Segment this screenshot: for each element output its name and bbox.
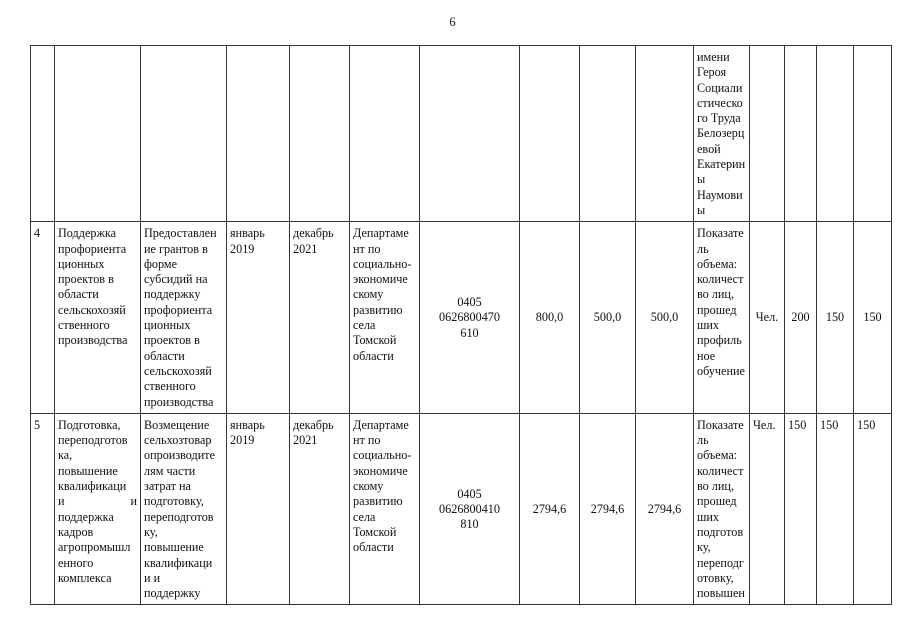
cell-indicator: имени Героя Социали стическо го Труда Белозерц евой Екатерин ы Наумови ы (694, 46, 750, 222)
cell-num: 4 (31, 222, 55, 414)
cell-executor (350, 46, 420, 222)
cell-amount-2: 500,0 (580, 222, 636, 414)
cell-end: декабрь 2021 (290, 222, 350, 414)
cell-amount-1: 2794,6 (520, 413, 580, 605)
cell-indicator: Показате ль объема: количест во лиц, прошед ших профиль ное обучение (694, 222, 750, 414)
cell-value-1 (785, 46, 817, 222)
cell-value-1: 200 (785, 222, 817, 414)
cell-value-3: 150 (854, 222, 892, 414)
cell-name: Подготовка, переподготов ка, повышение квалификаци и и поддержка кадров агропромышл енного комплекса (55, 413, 141, 605)
cell-start: январь 2019 (227, 413, 290, 605)
program-measures-table (30, 45, 892, 605)
cell-value-3: 150 (854, 413, 892, 605)
cell-method (141, 46, 227, 222)
cell-budget-code: 0405 0626800470 610 (420, 222, 520, 414)
cell-amount-2: 2794,6 (580, 413, 636, 605)
cell-num (31, 46, 55, 222)
table-row-4 (31, 222, 892, 414)
cell-unit: Чел. (750, 222, 785, 414)
cell-budget-code: 0405 0626800410 810 (420, 413, 520, 605)
cell-method: Предоставлен ие грантов в форме субсидий на поддержку профориента ционных проектов в области сельскохозяй ственного производства (141, 222, 227, 414)
cell-unit (750, 46, 785, 222)
cell-indicator: Показате ль объема: количест во лиц, прошед ших подготов ку, переподг отовку, повышен (694, 413, 750, 605)
cell-value-3 (854, 46, 892, 222)
cell-amount-2 (580, 46, 636, 222)
cell-num: 5 (31, 413, 55, 605)
table-row-5 (31, 413, 892, 605)
cell-executor: Департаме нт по социально- экономиче скому развитию села Томской области (350, 222, 420, 414)
cell-value-2: 150 (817, 413, 854, 605)
cell-value-2 (817, 46, 854, 222)
cell-name (55, 46, 141, 222)
page-number: 6 (449, 15, 456, 29)
cell-start (227, 46, 290, 222)
cell-method: Возмещение сельхозтовар опроизводите лям части затрат на подготовку, переподготов ку, повышение квалификаци и и поддержку (141, 413, 227, 605)
cell-executor: Департаме нт по социально- экономиче скому развитию села Томской области (350, 413, 420, 605)
cell-amount-1 (520, 46, 580, 222)
cell-amount-1: 800,0 (520, 222, 580, 414)
cell-amount-3 (636, 46, 694, 222)
cell-amount-3: 500,0 (636, 222, 694, 414)
cell-start: январь 2019 (227, 222, 290, 414)
cell-end: декабрь 2021 (290, 413, 350, 605)
cell-code (420, 46, 520, 222)
cell-value-1: 150 (785, 413, 817, 605)
table-row-continuation (31, 46, 892, 222)
cell-value-2: 150 (817, 222, 854, 414)
cell-unit: Чел. (750, 413, 785, 605)
cell-end (290, 46, 350, 222)
cell-amount-3: 2794,6 (636, 413, 694, 605)
cell-name: Поддержка профориента ционных проектов в области сельскохозяй ственного производства (55, 222, 141, 414)
